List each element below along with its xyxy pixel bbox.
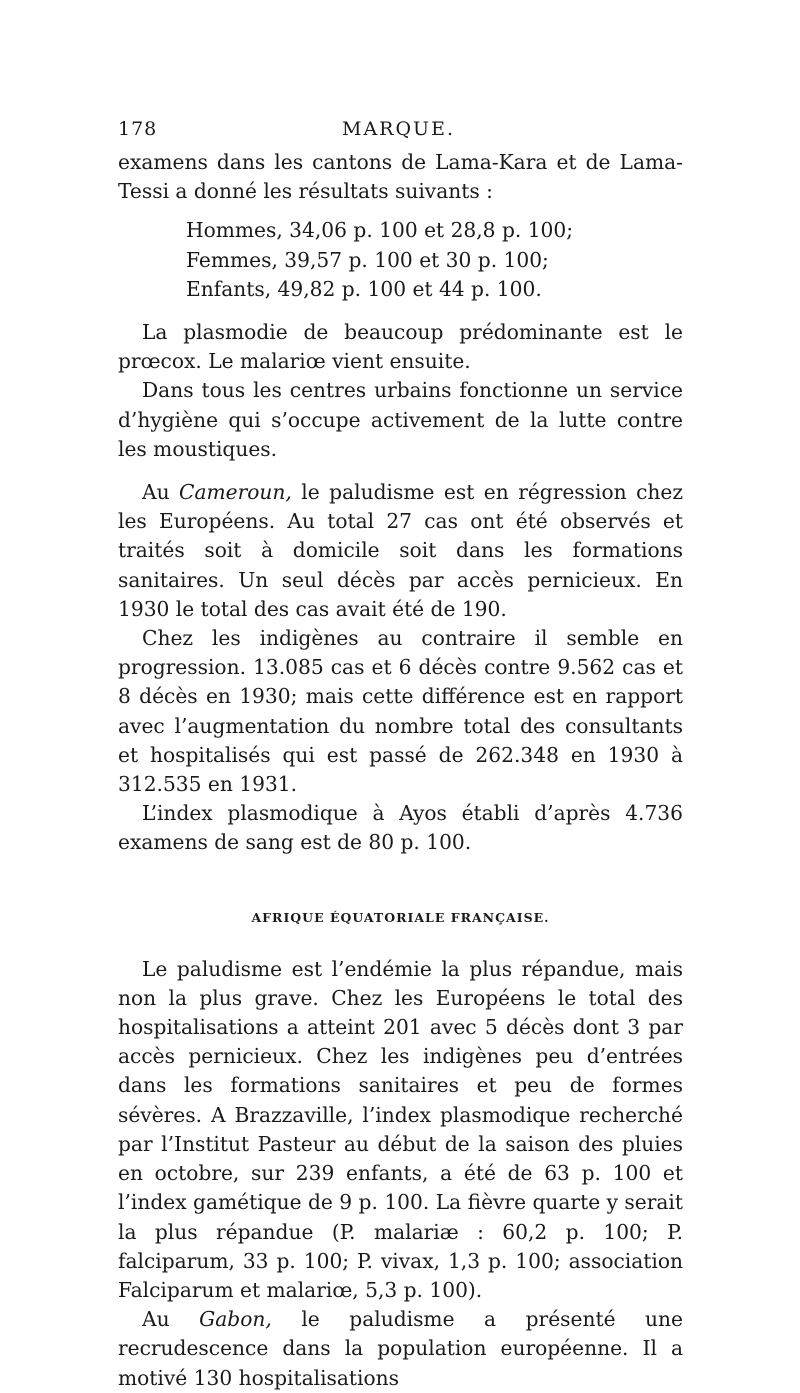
paragraph-indigenes: Chez les indigènes au contraire il semble en progression. 13.085 cas et 6 décès contre 9.562 cas et 8 décès en 1930; mais cette différence est en rapport avec l’augmentation du nombre total des consultants et hospitalisés qui est passé de 262.348 en 1930 à 312.535 en 1931.: [118, 626, 683, 797]
paragraph-hygiene: Dans tous les centres urbains fonctionne un service d’hygiène qui s’occupe activement de la lutte contre les moustiques.: [118, 378, 683, 461]
place-cameroun: Cameroun,: [179, 480, 292, 505]
running-title: MARQUE.: [342, 118, 455, 140]
results-men: Hommes, 34,06 p. 100 et 28,8 p. 100;: [186, 218, 574, 243]
place-gabon: Gabon,: [199, 1307, 272, 1332]
paragraph-aef: Le paludisme est l’endémie la plus répandue, mais non la plus grave. Chez les Européens le total des hospitalisations a atteint 201 avec 5 décès dont 3 par accès pernicieux. Chez les indigènes peu d’entrées dans les formations sanitaires et peu de formes sévères. A Brazzaville, l’index plasmodique recherché par l’Institut Pasteur au début de la saison des pluies en octobre, sur 239 enfants, a été de 63 p. 100 et l’index gamétique de 9 p. 100. La fièvre quarte y serait la plus répandue (P. malariæ : 60,2 p. 100; P. falciparum, 33 p. 100; P. vivax, 1,3 p. 100; association Falciparum et malariœ, 5,3 p. 100).: [118, 956, 683, 1302]
paragraph-gabon: Au Gabon, le paludisme a présenté une recrudescence dans la population européenne. Il a motivé 130 hospitalisations: [118, 1307, 684, 1390]
page-number: 178: [118, 118, 158, 140]
results-women: Femmes, 39,57 p. 100 et 30 p. 100;: [186, 247, 549, 272]
running-head: [118, 118, 683, 148]
results-list: [186, 216, 683, 304]
paragraph-plasmodie: La plasmodie de beaucoup prédominante est le prœcox. Le malariœ vient ensuite.: [118, 320, 683, 374]
results-children: Enfants, 49,82 p. 100 et 44 p. 100.: [186, 276, 542, 301]
paragraph-index-ayos: L’index plasmodique à Ayos établi d’après 4.736 examens de sang est de 80 p. 100.: [118, 801, 683, 855]
intro-paragraph: examens dans les cantons de Lama-Kara et de Lama-Tessi a donné les résultats suivants :: [118, 150, 683, 204]
section-heading: AFRIQUE ÉQUATORIALE FRANÇAISE.: [251, 909, 550, 925]
paragraph-cameroun: Au Cameroun, le paludisme est en régression chez les Européens. Au total 27 cas ont été observés et traités soit à domicile soit dans les formations sanitaires. Un seul décès par accès pernicieux. En 1930 le total des cas avait été de 190.: [118, 480, 683, 621]
page-body: [118, 118, 683, 1393]
